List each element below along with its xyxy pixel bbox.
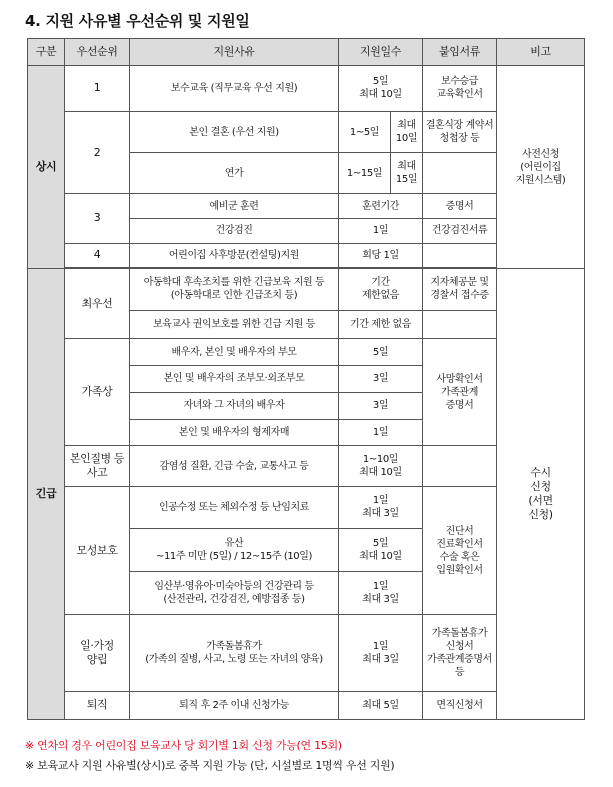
table-row <box>28 269 585 310</box>
remarks-gingeup: 수시 신청 (서면 신청) <box>497 269 585 720</box>
reason-cell: 어린이집 사후방문(컨설팅)지원 <box>130 243 339 268</box>
header-docs: 붙임서류 <box>423 39 497 66</box>
header-priority: 우선순위 <box>65 39 130 66</box>
max-days-cell: 최대 15일 <box>391 153 423 194</box>
docs-cell <box>423 310 497 339</box>
max-days-cell: 최대 10일 <box>391 112 423 153</box>
priority-4: 4 <box>65 243 130 268</box>
category-gingeup: 긴급 <box>28 269 65 720</box>
reason-cell: 아동학대 후속조치를 위한 긴급보육 지원 등 (아동학대로 인한 긴급조치 등) <box>130 269 339 310</box>
days-cell: 1일 <box>339 218 423 243</box>
docs-cell: 건강검진서류 <box>423 218 497 243</box>
days-cell: 1~10일 최대 10일 <box>339 446 423 487</box>
docs-cell <box>423 243 497 268</box>
days-cell: 기간 제한 없음 <box>339 310 423 339</box>
days-cell: 5일 최대 10일 <box>339 528 423 571</box>
days-cell: 1일 최대 3일 <box>339 614 423 691</box>
note-annual-leave: ※ 연차의 경우 어린이집 보육교사 당 회기별 1회 신청 가능(연 15회) <box>25 739 342 752</box>
reason-cell: 배우자, 본인 및 배우자의 부모 <box>130 339 339 366</box>
days-cell: 기간 제한없음 <box>339 269 423 310</box>
days-cell: 3일 <box>339 366 423 393</box>
reason-cell: 인공수정 또는 체외수정 등 난임치료 <box>130 487 339 528</box>
days-cell: 5일 <box>339 339 423 366</box>
reason-cell: 임산부·영유아·미숙아등의 건강관리 등 (산전관리, 건강검진, 예방접종 등) <box>130 571 339 614</box>
note-duplicate-support: ※ 보육교사 지원 사유별(상시)로 중복 지원 가능 (단, 시설별로 1명씩 우선 지원) <box>25 759 395 772</box>
days-cell: 5일 최대 10일 <box>339 65 423 111</box>
priority-sick: 본인질병 등 사고 <box>65 446 130 487</box>
reason-cell: 건강검진 <box>130 218 339 243</box>
docs-cell: 지자체공문 및 경찰서 접수증 <box>423 269 497 310</box>
priority-2: 2 <box>65 112 130 194</box>
days-cell: 1일 최대 3일 <box>339 487 423 528</box>
priority-maternity: 모성보호 <box>65 487 130 615</box>
reason-cell: 예비군 훈련 <box>130 194 339 219</box>
reason-cell: 자녀와 그 자녀의 배우자 <box>130 392 339 419</box>
priority-family: 가족상 <box>65 339 130 446</box>
priority-1: 1 <box>65 65 130 111</box>
docs-cell: 보수승급 교육확인서 <box>423 65 497 111</box>
priority-retire: 퇴직 <box>65 692 130 720</box>
category-sangsi: 상시 <box>28 65 65 269</box>
days-cell: 최대 5일 <box>339 692 423 720</box>
reason-cell: 가족돌봄휴가 (가족의 질병, 사고, 노령 또는 자녀의 양육) <box>130 614 339 691</box>
docs-cell: 면직신청서 <box>423 692 497 720</box>
table-row <box>28 65 585 111</box>
reason-cell: 본인 및 배우자의 형제자매 <box>130 419 339 446</box>
reason-cell: 퇴직 후 2주 이내 신청가능 <box>130 692 339 720</box>
docs-cell <box>423 153 497 194</box>
reason-cell: 본인 결혼 (우선 지원) <box>130 112 339 153</box>
days-cell: 1일 <box>339 419 423 446</box>
page-title: 4. 지원 사유별 우선순위 및 지원일 <box>25 12 250 30</box>
reason-cell: 본인 및 배우자의 조부모·외조부모 <box>130 366 339 393</box>
reason-cell: 감염성 질환, 긴급 수술, 교통사고 등 <box>130 446 339 487</box>
header-remarks: 비고 <box>497 39 585 66</box>
days-cell: 3일 <box>339 392 423 419</box>
support-table <box>27 38 585 720</box>
reason-cell: 유산 ~11주 미만 (5일) / 12~15주 (10일) <box>130 528 339 571</box>
days-cell: 1~15일 <box>339 153 391 194</box>
days-cell: 훈련기간 <box>339 194 423 219</box>
reason-cell: 보수교육 (직무교육 우선 지원) <box>130 65 339 111</box>
header-row <box>28 39 585 66</box>
header-reason: 지원사유 <box>130 39 339 66</box>
header-category: 구분 <box>28 39 65 66</box>
docs-cell: 가족돌봄휴가 신청서 가족관계증명서 등 <box>423 614 497 691</box>
priority-top: 최우선 <box>65 269 130 339</box>
days-cell: 1일 최대 3일 <box>339 571 423 614</box>
reason-cell: 연가 <box>130 153 339 194</box>
docs-cell: 증명서 <box>423 194 497 219</box>
reason-cell: 보육교사 권익보호를 위한 긴급 지원 등 <box>130 310 339 339</box>
priority-3: 3 <box>65 194 130 243</box>
docs-cell: 진단서 진료확인서 수술 혹은 입원확인서 <box>423 487 497 615</box>
docs-cell <box>423 446 497 487</box>
docs-cell: 사망확인서 가족관계 증명서 <box>423 339 497 446</box>
days-cell: 회당 1일 <box>339 243 423 268</box>
priority-worklife: 일·가정 양립 <box>65 614 130 691</box>
remarks-sangsi: 사전신청 (어린이집 지원시스템) <box>497 65 585 269</box>
days-cell: 1~5일 <box>339 112 391 153</box>
docs-cell: 결혼식장 계약서 청첩장 등 <box>423 112 497 153</box>
header-days: 지원일수 <box>339 39 423 66</box>
